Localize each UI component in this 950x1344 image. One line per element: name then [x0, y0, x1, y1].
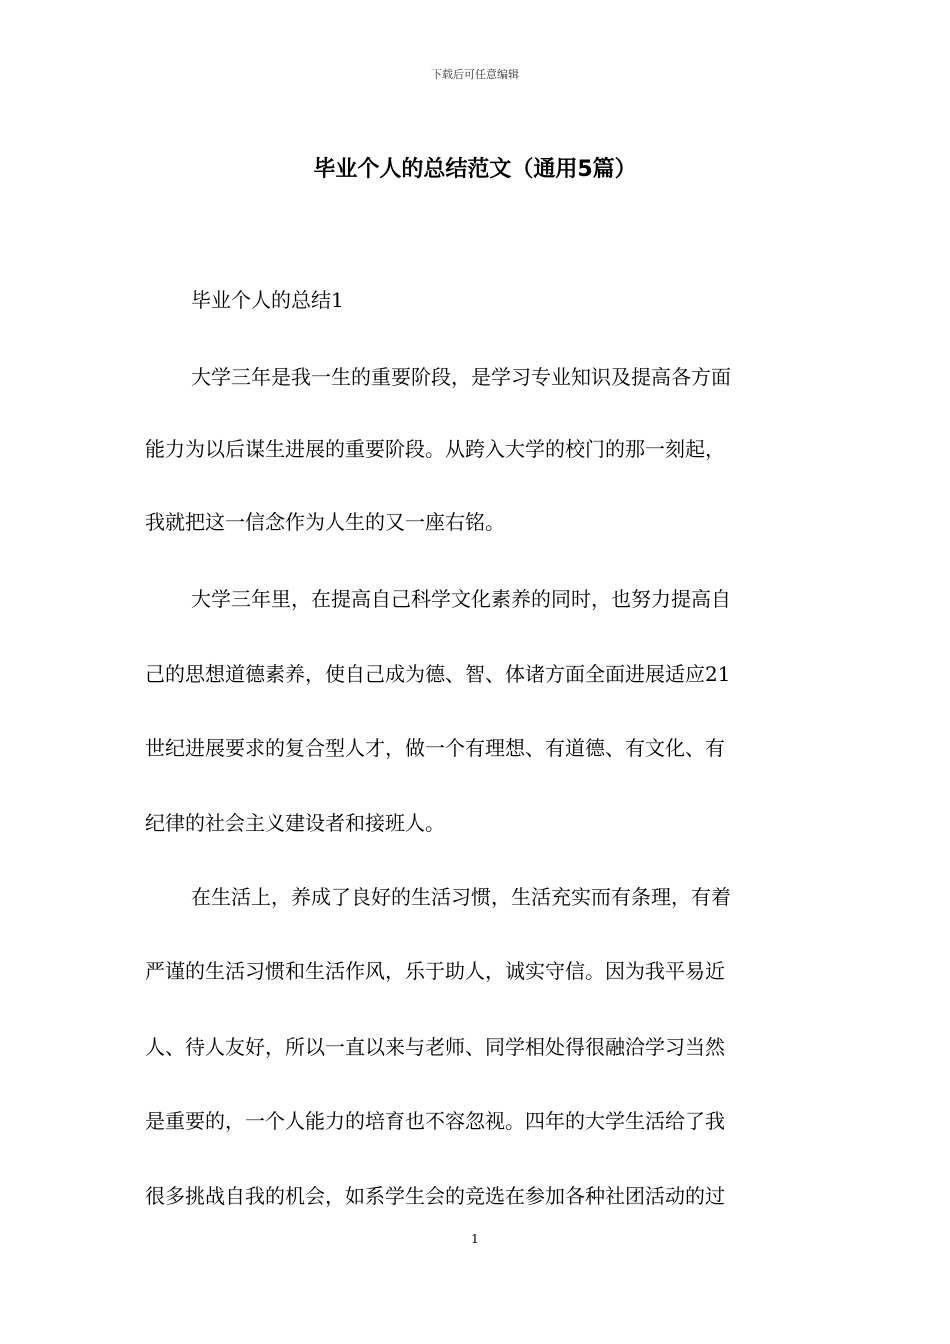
paragraph-line: 在生活上，养成了良好的生活习惯，生活充实而有条理，有着 — [191, 885, 731, 909]
paragraph-line: 是重要的，一个人能力的培育也不容忽视。四年的大学生活给了我 — [145, 1109, 725, 1133]
document-title: 毕业个人的总结范文（通用5篇） — [313, 157, 637, 182]
paragraph-line: 很多挑战自我的机会，如系学生会的竞选在参加各种社团活动的过 — [145, 1184, 725, 1208]
paragraph-line: 能力为以后谋生进展的重要阶段。从跨入大学的校门的那一刻起， — [145, 437, 725, 461]
page-number: 1 — [471, 1232, 479, 1246]
paragraph-line: 大学三年是我一生的重要阶段，是学习专业知识及提高各方面 — [191, 365, 731, 389]
paragraph-line: 己的思想道德素养，使自己成为德、智、体诸方面全面进展适应21 — [145, 662, 731, 686]
paragraph-line: 纪律的社会主义建设者和接班人。 — [145, 811, 445, 835]
paragraph-line: 人、待人友好，所以一直以来与老师、同学相处得很融洽学习当然 — [145, 1035, 725, 1059]
header-note: 下载后可任意编辑 — [431, 68, 519, 81]
paragraph-line: 世纪进展要求的复合型人才，做一个有理想、有道德、有文化、有 — [145, 736, 725, 760]
paragraph-line: 我就把这一信念作为人生的又一座右铭。 — [145, 510, 505, 534]
paragraph-line: 大学三年里，在提高自己科学文化素养的同时，也努力提高自 — [191, 587, 731, 611]
section-heading: 毕业个人的总结1 — [191, 288, 344, 312]
paragraph-line: 严谨的生活习惯和生活作风，乐于助人，诚实守信。因为我平易近 — [145, 959, 725, 983]
